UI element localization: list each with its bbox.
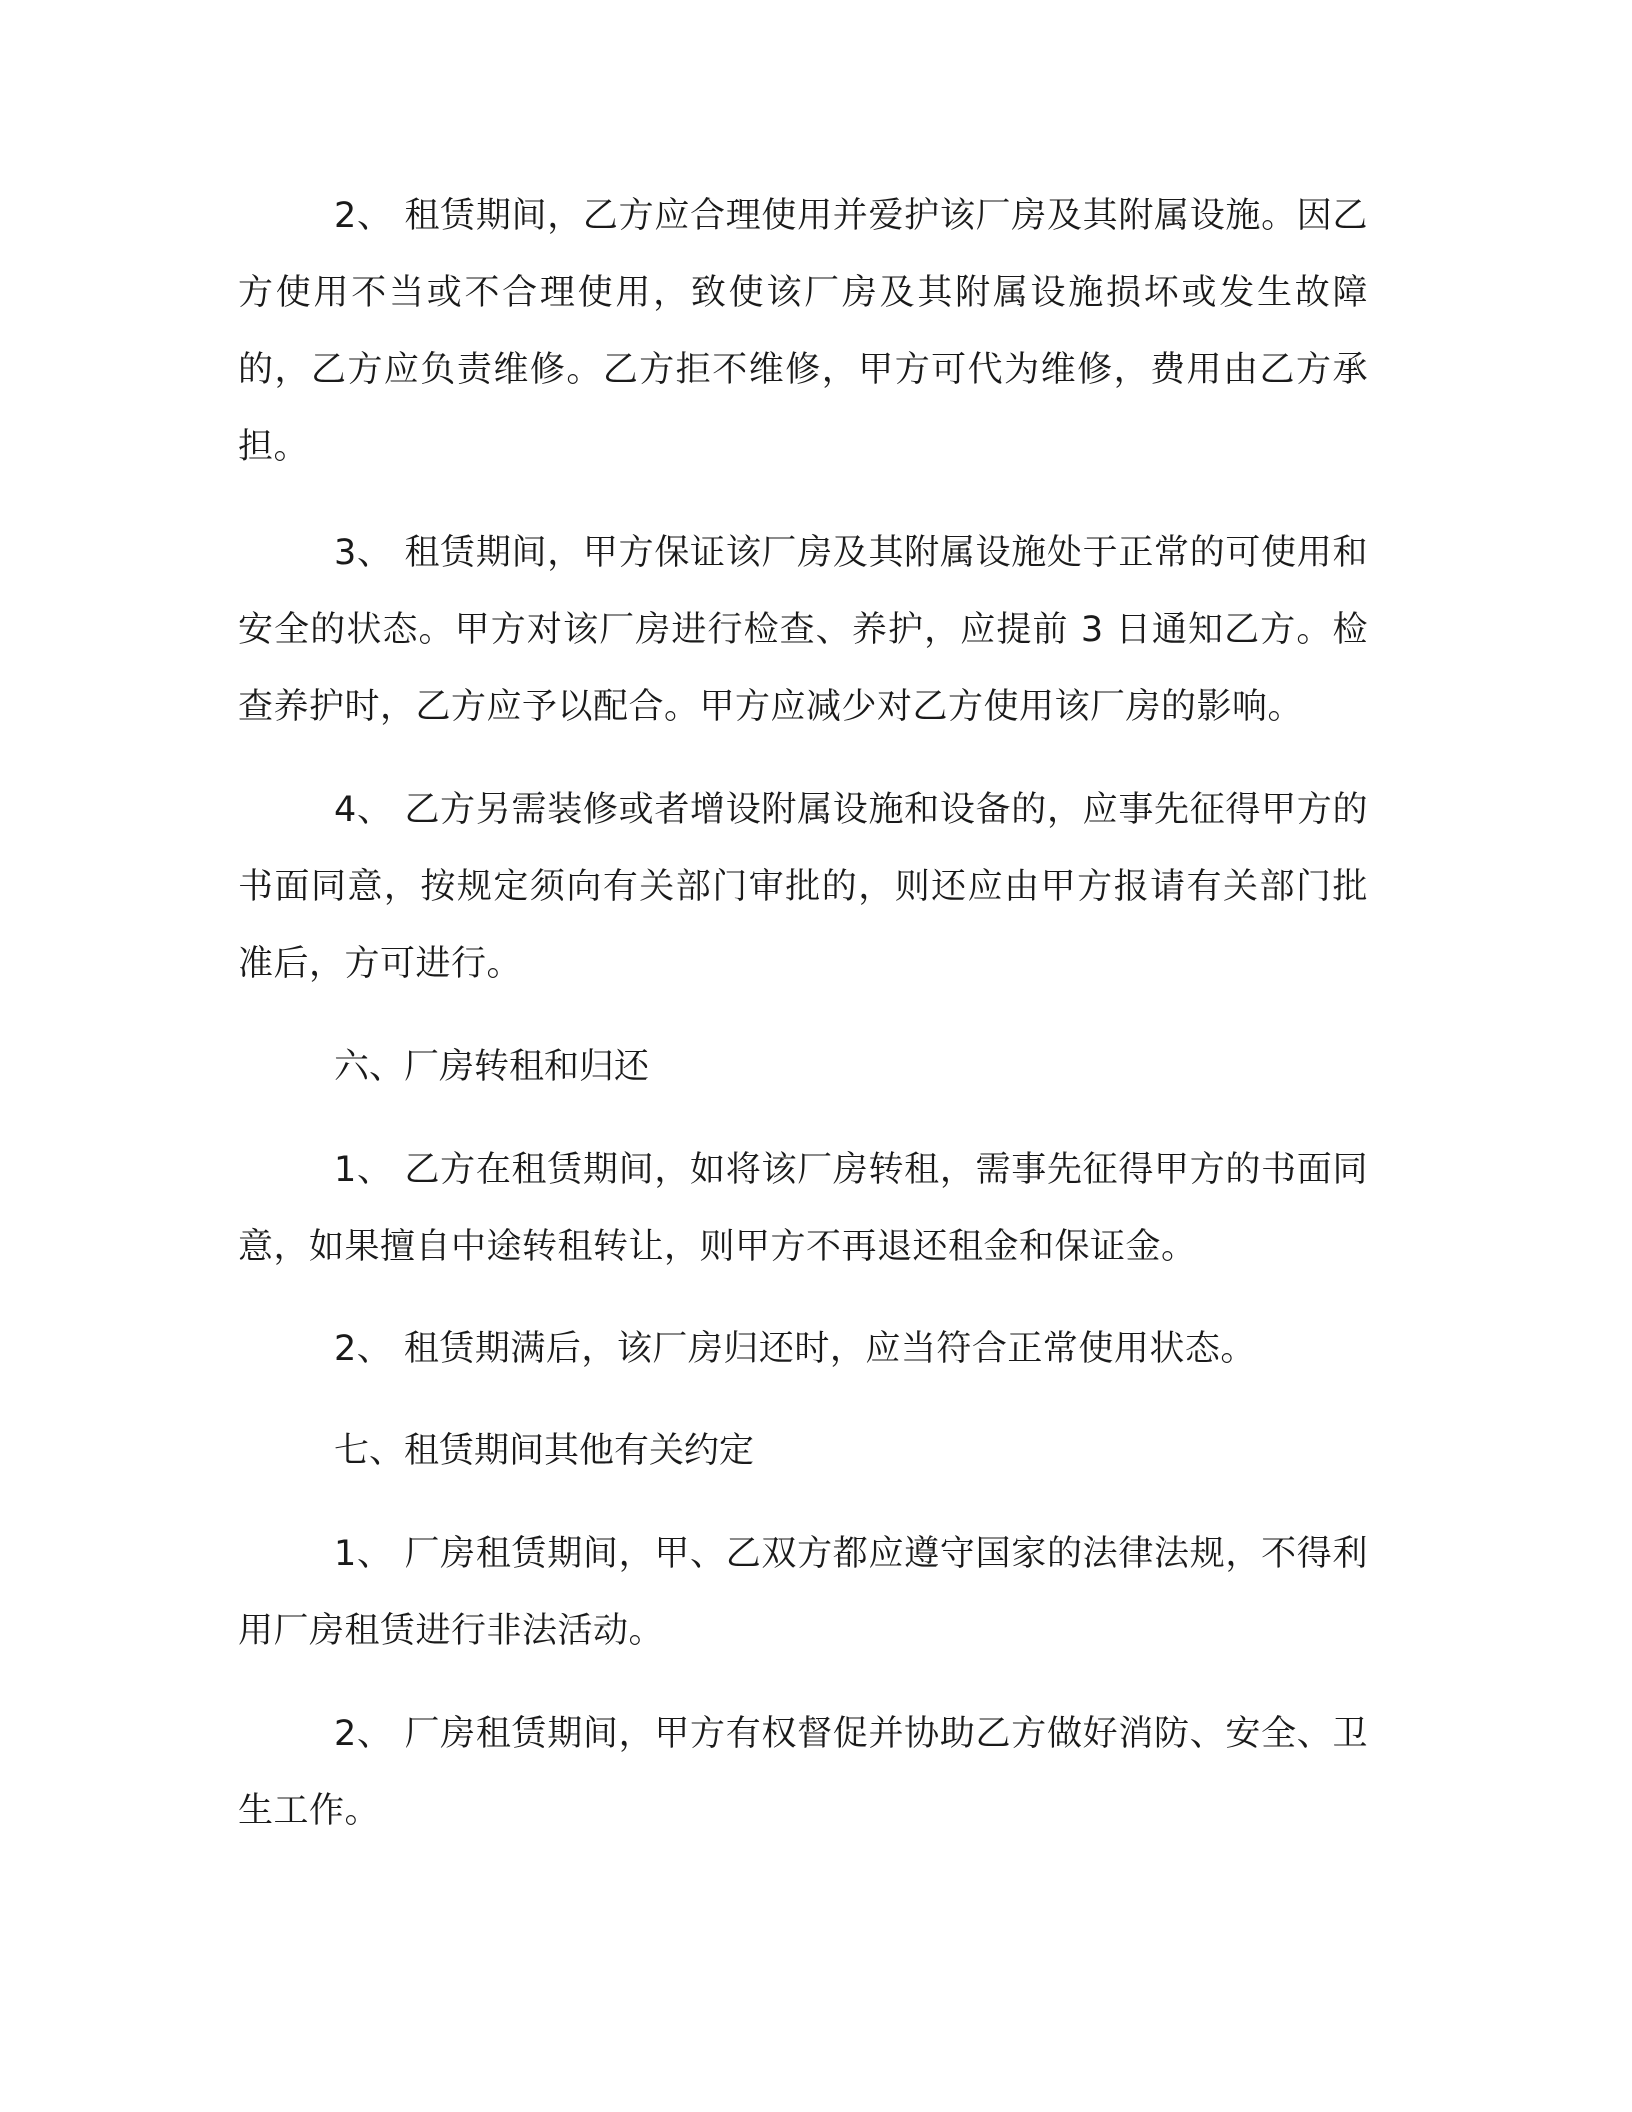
section-heading-sublease: 六、厂房转租和归还 <box>334 1047 650 1087</box>
paragraph-legal-compliance: 1、 厂房租赁期间，甲、乙双方都应遵守国家的法律法规，不得利用厂房租赁进行非法活动。 <box>238 1534 1368 1651</box>
paragraph-renovation: 4、 乙方另需装修或者增设附属设施和设备的，应事先征得甲方的书面同意，按规定须向有关部门审批的，则还应由甲方报请有关部门批准后，方可进行。 <box>238 790 1368 984</box>
paragraph-return: 2、 租赁期满后，该厂房归还时，应当符合正常使用状态。 <box>334 1329 1256 1369</box>
paragraph-sublease: 1、 乙方在租赁期间，如将该厂房转租，需事先征得甲方的书面同意，如果擅自中途转租转让，则甲方不再退还租金和保证金。 <box>238 1150 1368 1267</box>
section-heading-other-terms: 七、租赁期间其他有关约定 <box>334 1431 755 1471</box>
paragraph-safety-guarantee: 3、 租赁期间，甲方保证该厂房及其附属设施处于正常的可使用和安全的状态。甲方对该厂房进行检查、养护，应提前 3 日通知乙方。检查养护时，乙方应予以配合。甲方应减少对乙方使用该厂房的影响。 <box>238 533 1368 727</box>
paragraph-repair-obligation: 2、 租赁期间，乙方应合理使用并爱护该厂房及其附属设施。因乙方使用不当或不合理使用，致使该厂房及其附属设施损坏或发生故障的，乙方应负责维修。乙方拒不维修，甲方可代为维修，费用由乙方承担。 <box>238 196 1368 467</box>
paragraph-fire-safety: 2、 厂房租赁期间，甲方有权督促并协助乙方做好消防、安全、卫生工作。 <box>238 1714 1368 1831</box>
